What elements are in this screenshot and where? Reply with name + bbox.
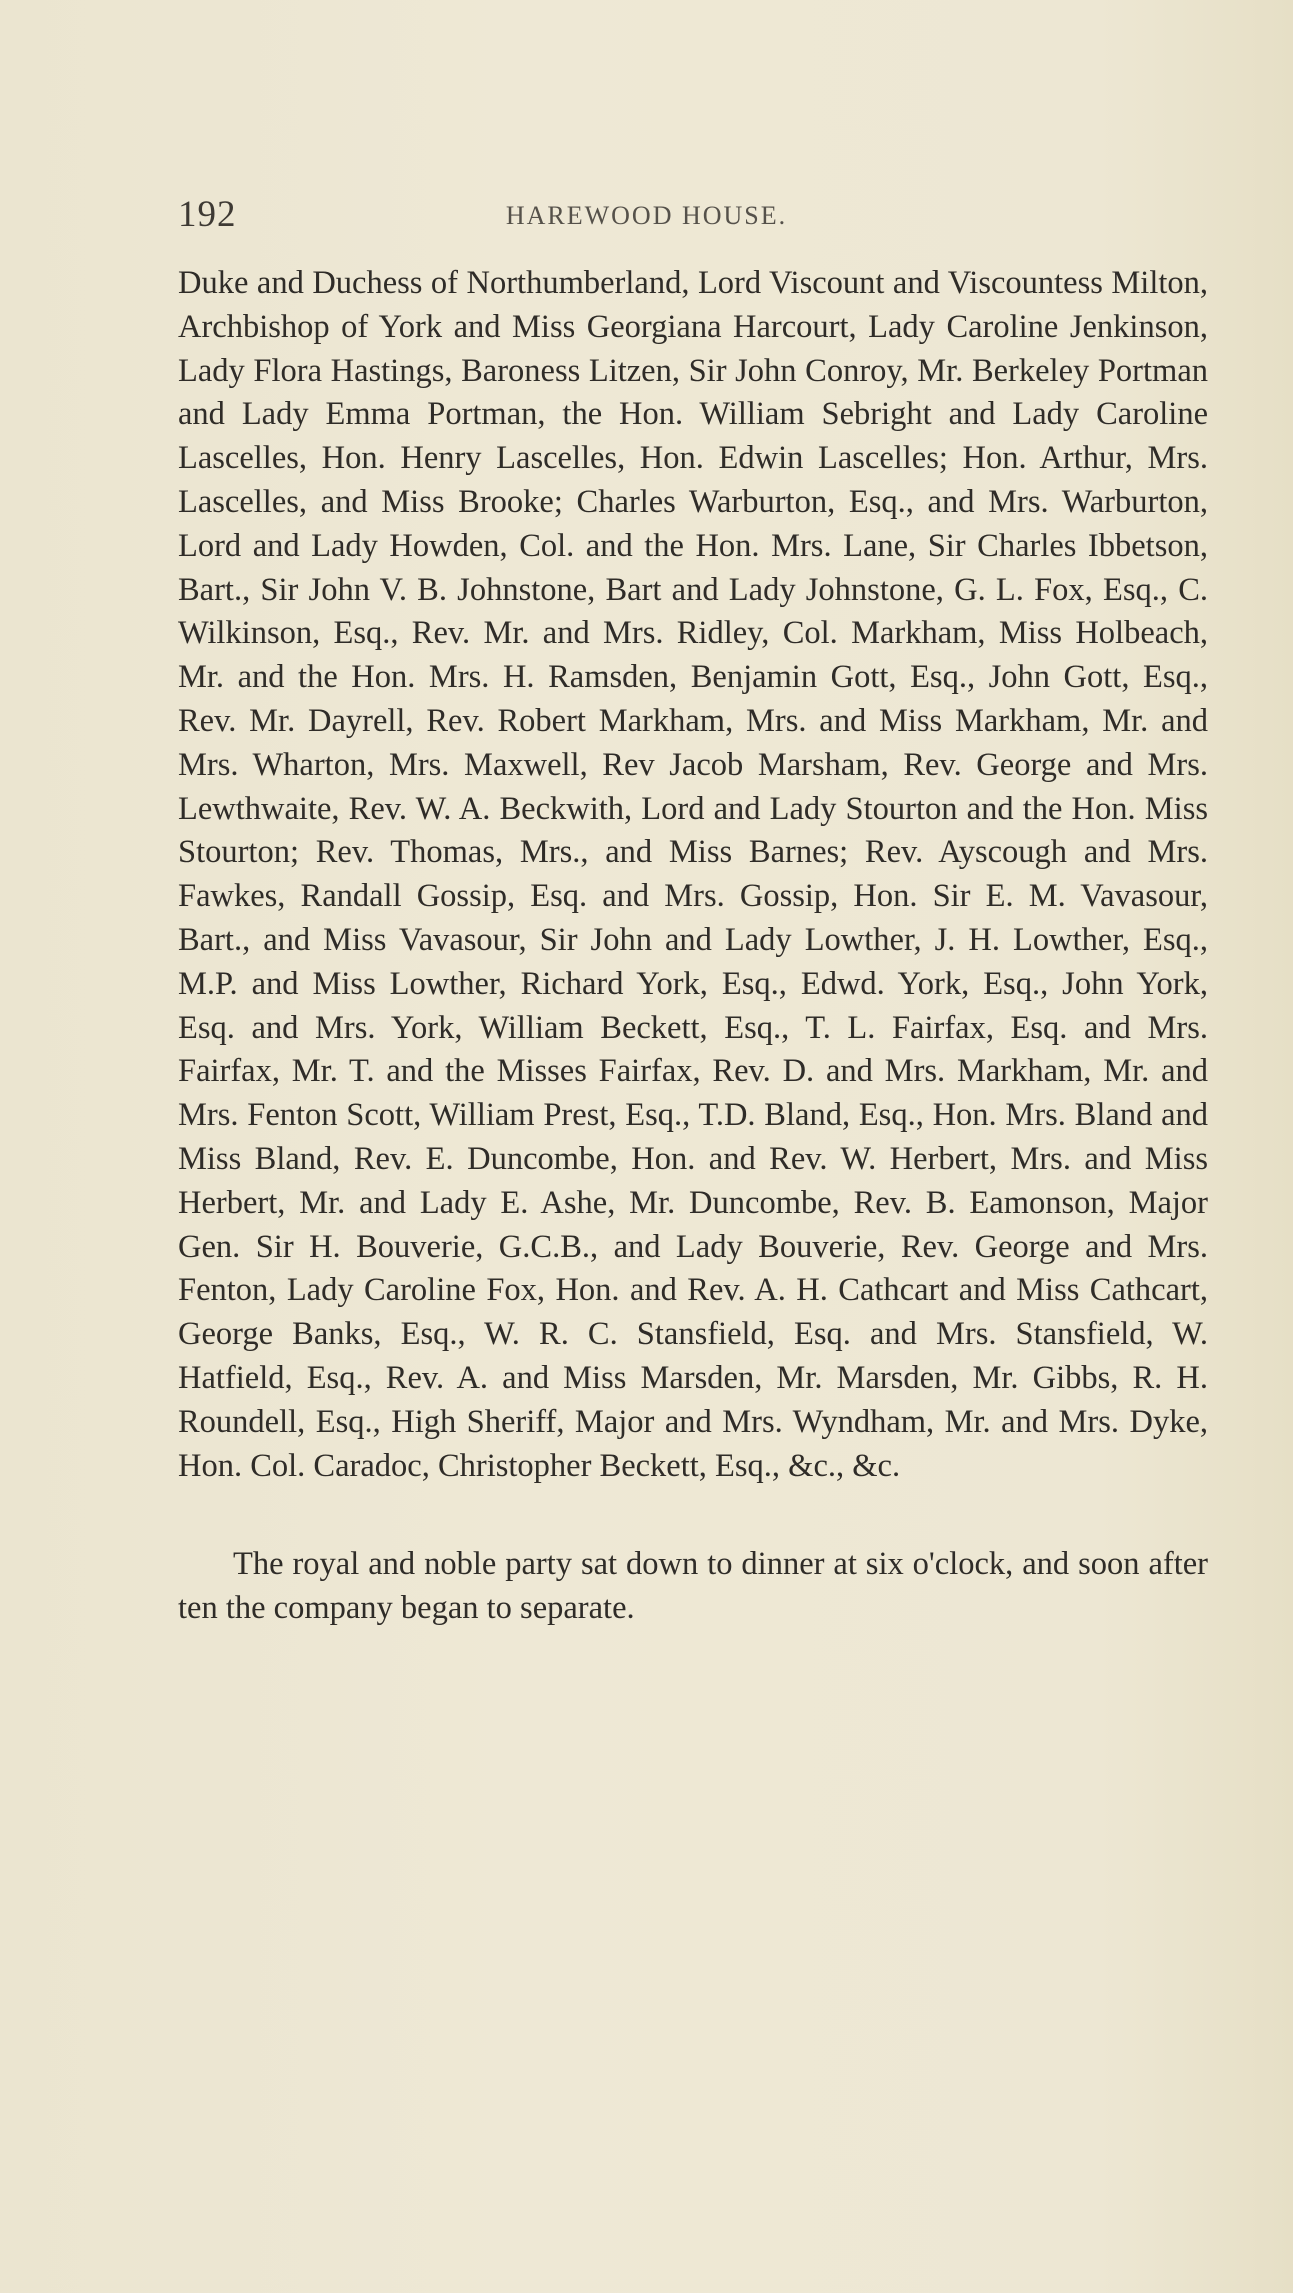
page-body [178,262,1208,1631]
guest-list-paragraph: Duke and Duchess of Northumberland, Lord Viscount and Viscountess Milton, Archbishop of York and Miss Georgiana Harcourt, Lady Caroline Jenkinson, Lady Flora Hastings, Baroness Litzen, Sir John Conroy, Mr. Berkeley Portman and Lady Emma Portman, the Hon. William Sebright and Lady Caroline Lascelles, Hon. Henry Lascelles, Hon. Edwin Lascelles; Hon. Arthur, Mrs. Lascelles, and Miss Brooke; Charles Warburton, Esq., and Mrs. Warburton, Lord and Lady Howden, Col. and the Hon. Mrs. Lane, Sir Charles Ibbetson, Bart., Sir John V. B. Johnstone, Bart and Lady Johnstone, G. L. Fox, Esq., C. Wilkinson, Esq., Rev. Mr. and Mrs. Ridley, Col. Markham, Miss Holbeach, Mr. and the Hon. Mrs. H. Ramsden, Benjamin Gott, Esq., John Gott, Esq., Rev. Mr. Dayrell, Rev. Robert Markham, Mrs. and Miss Markham, Mr. and Mrs. Wharton, Mrs. Maxwell, Rev Jacob Marsham, Rev. George and Mrs. Lewthwaite, Rev. W. A. Beckwith, Lord and Lady Stourton and the Hon. Miss Stourton; Rev. Thomas, Mrs., and Miss Barnes; Rev. Ayscough and Mrs. Fawkes, Randall Gossip, Esq. and Mrs. Gossip, Hon. Sir E. M. Vavasour, Bart., and Miss Vavasour, Sir John and Lady Lowther, J. H. Lowther, Esq., M.P. and Miss Lowther, Richard York, Esq., Edwd. York, Esq., John York, Esq. and Mrs. York, William Beckett, Esq., T. L. Fairfax, Esq. and Mrs. Fairfax, Mr. T. and the Misses Fairfax, Rev. D. and Mrs. Markham, Mr. and Mrs. Fenton Scott, William Prest, Esq., T.D. Bland, Esq., Hon. Mrs. Bland and Miss Bland, Rev. E. Duncombe, Hon. and Rev. W. Herbert, Mrs. and Miss Herbert, Mr. and Lady E. Ashe, Mr. Duncombe, Rev. B. Eamonson, Major Gen. Sir H. Bouverie, G.C.B., and Lady Bouverie, Rev. George and Mrs. Fenton, Lady Caroline Fox, Hon. and Rev. A. H. Cathcart and Miss Cathcart, George Banks, Esq., W. R. C. Stansfield, Esq. and Mrs. Stansfield, W. Hatfield, Esq., Rev. A. and Miss Marsden, Mr. Marsden, Mr. Gibbs, R. H. Roundell, Esq., High Sheriff, Major and Mrs. Wyndham, Mr. and Mrs. Dyke, Hon. Col. Caradoc, Christopher Beckett, Esq., &c., &c. [178,265,1208,1484]
closing-paragraph: The royal and noble party sat down to dinner at six o'clock, and soon after ten the company began to separate. [178,1546,1208,1627]
running-head: HAREWOOD HOUSE. [505,201,788,230]
page-number: 192 [178,194,237,235]
